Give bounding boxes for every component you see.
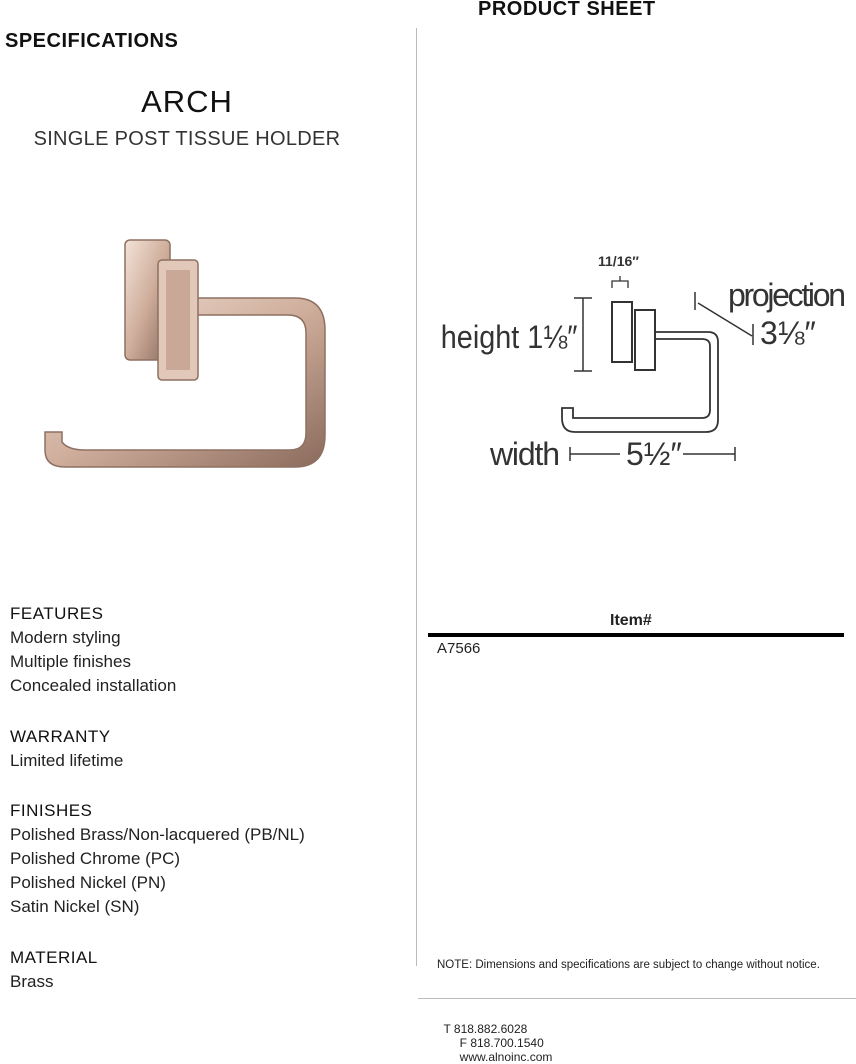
product-sheet-title: PRODUCT SHEET [478, 0, 656, 20]
item-table-rule [428, 633, 844, 637]
footer-website[interactable]: www.alnoinc.com [459, 1050, 553, 1064]
warranty-item: Limited lifetime [10, 751, 124, 770]
width-label: width [490, 436, 560, 472]
footer-phone: T 818.882.6028 [443, 1022, 528, 1036]
finish-item: Satin Nickel (SN) [10, 897, 140, 916]
specifications-heading: SPECIFICATIONS [5, 30, 179, 52]
finish-item: Polished Chrome (PC) [10, 849, 181, 868]
column-divider [416, 28, 417, 966]
item-number: A7566 [437, 640, 481, 657]
material-item: Brass [10, 972, 54, 991]
dimension-diagram [430, 240, 856, 480]
features-heading: FEATURES [10, 604, 104, 623]
finish-item: Polished Brass/Non-lacquered (PB/NL) [10, 825, 305, 844]
width-value: 5½″ [626, 436, 682, 472]
height-label: height 1⅛″ [440, 319, 578, 356]
item-number-header: Item# [610, 612, 652, 629]
warranty-heading: WARRANTY [10, 727, 111, 746]
material-heading: MATERIAL [10, 948, 98, 967]
footer-rule [418, 998, 856, 999]
product-description: SINGLE POST TISSUE HOLDER [33, 128, 341, 150]
finishes-heading: FINISHES [10, 801, 93, 820]
feature-item: Modern styling [10, 628, 121, 647]
finish-item: Polished Nickel (PN) [10, 873, 166, 892]
product-photo [40, 235, 340, 480]
projection-label: projection [728, 277, 846, 313]
disclaimer-note: NOTE: Dimensions and specifications are subject to change without notice. [437, 959, 820, 971]
feature-item: Concealed installation [10, 676, 177, 695]
projection-value: 3⅛″ [760, 315, 816, 351]
footer-fax: F 818.700.1540 [459, 1036, 544, 1050]
post-depth-label: 11/16″ [598, 253, 639, 269]
feature-item: Multiple finishes [10, 652, 131, 671]
product-name: ARCH [141, 84, 233, 119]
